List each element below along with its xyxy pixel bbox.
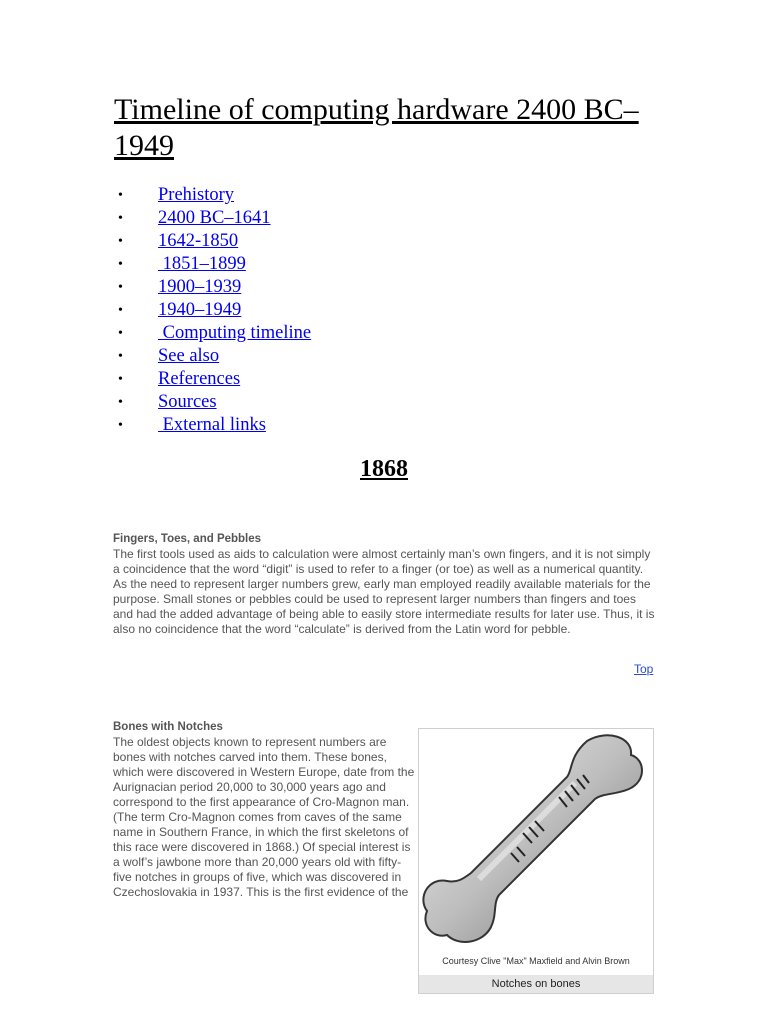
toc-link-see-also[interactable]: See also: [158, 346, 220, 366]
toc-item: [118, 391, 311, 414]
bullet-icon: •: [118, 303, 123, 318]
bullet-icon: •: [118, 280, 123, 295]
toc-link-1900-1939[interactable]: 1900–1939: [158, 277, 242, 297]
bullet-icon: •: [118, 326, 123, 341]
bullet-icon: •: [118, 349, 123, 364]
toc-item: [118, 207, 311, 230]
toc-link-computing-timeline[interactable]: Computing timeline: [158, 323, 312, 343]
toc-item: [118, 414, 311, 437]
toc-link-prehistory[interactable]: Prehistory: [158, 185, 235, 205]
table-of-contents: [118, 184, 311, 437]
toc-item: [118, 184, 311, 207]
figure-credit: Courtesy Clive "Max" Maxfield and Alvin Brown: [442, 956, 630, 966]
toc-item: [118, 230, 311, 253]
toc-item: [118, 299, 311, 322]
section-heading: Fingers, Toes, and Pebbles: [113, 533, 262, 545]
bullet-icon: •: [118, 257, 123, 272]
bullet-icon: •: [118, 372, 123, 387]
toc-link-references[interactable]: References: [158, 369, 241, 389]
toc-link-1642-1850[interactable]: 1642-1850: [158, 231, 239, 251]
notched-bone-illustration: [419, 729, 653, 955]
toc-item: [118, 368, 311, 391]
toc-item: [118, 253, 311, 276]
toc-link-2400bc-1641[interactable]: 2400 BC–1641: [158, 208, 271, 228]
toc-item: [118, 322, 311, 345]
top-link[interactable]: Top: [634, 662, 654, 676]
section-fingers-toes-pebbles: [113, 532, 658, 637]
toc-item: [118, 276, 311, 299]
bullet-icon: •: [118, 418, 123, 433]
year-heading: 1868: [360, 456, 408, 482]
section-heading: Bones with Notches: [113, 721, 223, 733]
bone-shape: [423, 735, 642, 942]
figure-caption: Notches on bones: [419, 975, 653, 993]
section-body: The first tools used as aids to calculation were almost certainly man’s own fingers, and it is not simply a coincidence that the word “digit” is used to refer to a finger (or toe) as well as a numerical quantity. As the need to represent larger numbers grew, early man employed readily available materials for the purpose. Small stones or pebbles could be used to represent larger numbers than fingers and toes and had the added advantage of being able to easily store intermediate results for later use. Thus, it is also no coincidence that the word “calculate” is derived from the Latin word for pebble.: [113, 547, 655, 636]
page-title: Timeline of computing hardware 2400 BC–1949: [114, 93, 639, 162]
bone-figure: [418, 728, 654, 994]
bullet-icon: •: [118, 234, 123, 249]
bullet-icon: •: [118, 211, 123, 226]
toc-link-1851-1899[interactable]: 1851–1899: [158, 254, 246, 274]
toc-link-external-links[interactable]: External links: [158, 415, 266, 435]
section-bones-with-notches: [113, 720, 419, 900]
toc-item: [118, 345, 311, 368]
bullet-icon: •: [118, 188, 123, 203]
section-body: The oldest objects known to represent numbers are bones with notches carved into them. These bones, which were discovered in Western Europe, date from the Aurignacian period 20,000 to 30,000 years ago and correspond to the first appearance of Cro-Magnon man. (The term Cro-Magnon comes from caves of the same name in Southern France, in which the first skeletons of this race were discovered in 1868.) Of special interest is a wolf’s jawbone more than 20,000 years old with fifty-five notches in groups of five, which was discovered in Czechoslovakia in 1937. This is the first evidence of the: [113, 735, 415, 899]
toc-link-1940-1949[interactable]: 1940–1949: [158, 300, 242, 320]
toc-link-sources[interactable]: Sources: [158, 392, 217, 412]
bullet-icon: •: [118, 395, 123, 410]
